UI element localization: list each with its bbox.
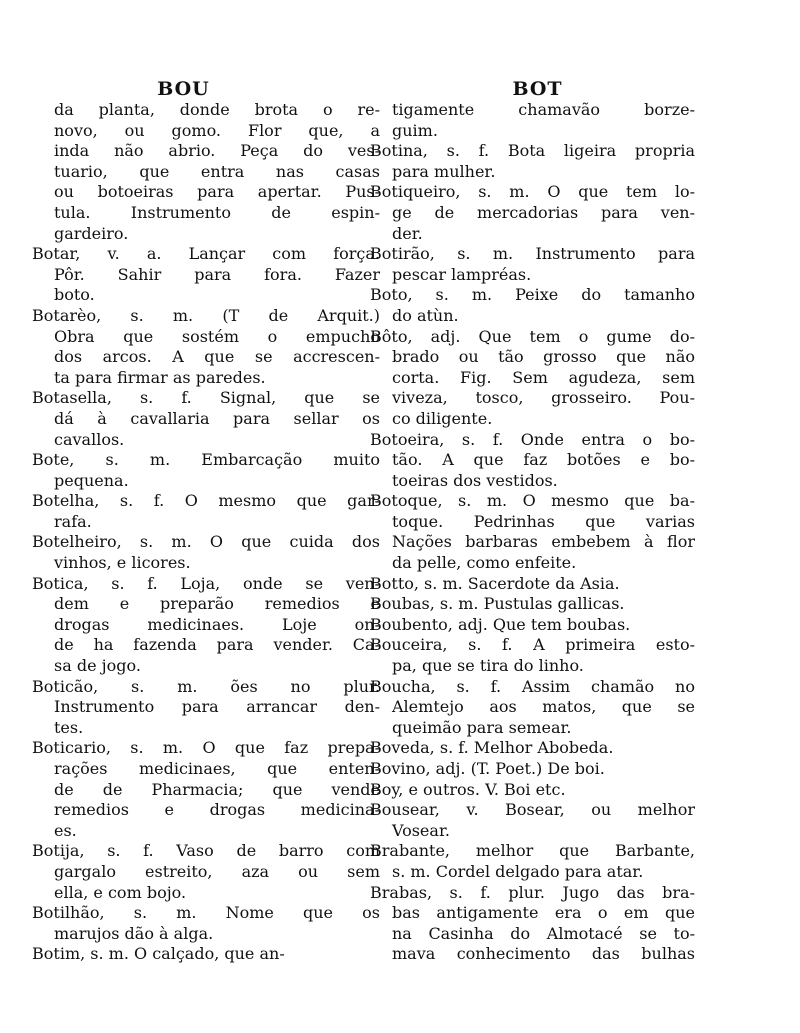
text-line: Botirão, s. m. Instrumento para [370, 244, 695, 264]
text-line: dá à cavallaria para sellar os [54, 408, 380, 428]
text-line: vinhos, e licores. [54, 553, 191, 573]
text-line: novo, ou gomo. Flor que, a [54, 120, 380, 140]
text-line: Brabas, s. f. plur. Jugo das bra- [370, 882, 695, 902]
text-line: Botiqueiro, s. m. O que tem lo- [370, 182, 695, 202]
text-line: pescar lampréas. [392, 264, 532, 284]
text-line: co diligente. [392, 408, 493, 428]
text-line: Bote, s. m. Embarcação muito [32, 450, 380, 470]
text-line: ou botoeiras para apertar. Pus- [54, 182, 380, 202]
text-line: Botoque, s. m. O mesmo que ba- [370, 491, 695, 511]
text-line: tão. A que faz botões e bo- [392, 450, 695, 470]
text-line: Botoeira, s. f. Onde entra o bo- [370, 429, 695, 449]
text-line: drogas medicinaes. Loje on- [54, 614, 380, 634]
text-line: Boticão, s. m. ões no plur. [32, 676, 380, 696]
text-line: Vosear. [392, 820, 450, 840]
text-line: Botarèo, s. m. (T de Arquit.) [32, 305, 380, 325]
text-line: queimão para semear. [392, 717, 572, 737]
text-line: Brabante, melhor que Barbante, [370, 841, 695, 861]
text-line: mava conhecimento das bulhas [392, 944, 695, 964]
text-line: Nações barbaras embebem à flor [392, 532, 695, 552]
left-column-lines [32, 100, 380, 965]
text-line: remedios e drogas medicina- [54, 800, 380, 820]
text-line: Botica, s. f. Loja, onde se ven- [32, 573, 380, 593]
text-line: Botina, s. f. Bota ligeira propria [370, 141, 695, 161]
text-line: para mulher. [392, 161, 496, 181]
text-line: Obra que sostém o empucho [54, 326, 380, 346]
text-line: corta. Fig. Sem agudeza, sem [392, 367, 695, 387]
text-line: Botelha, s. f. O mesmo que gar- [32, 491, 380, 511]
text-line: bas antigamente era o em que [392, 903, 695, 923]
text-line: Boto, s. m. Peixe do tamanho [370, 285, 695, 305]
text-line: gargalo estreito, aza ou sem [54, 861, 380, 881]
text-line: Boticario, s. m. O que faz prepa- [32, 738, 380, 758]
right-running-header: BOT [512, 78, 563, 100]
text-line: ge de mercadorias para ven- [392, 202, 695, 222]
text-line: Alemtejo aos matos, que se [392, 697, 695, 717]
text-line: na Casinha do Almotacé se to- [392, 923, 695, 943]
text-line: dos arcos. A que se accrescen- [54, 347, 380, 367]
text-line: Boubento, adj. Que tem boubas. [370, 614, 631, 634]
text-line: inda não abrio. Peça do ves- [54, 141, 380, 161]
text-line: sa de jogo. [54, 656, 141, 676]
text-line: guim. [392, 120, 438, 140]
left-running-header: BOU [157, 78, 210, 100]
text-line: rafa. [54, 511, 92, 531]
text-line: de de Pharmacia; que vende [54, 779, 380, 799]
text-line: Botilhão, s. m. Nome que os [32, 903, 380, 923]
text-line: Bôto, adj. Que tem o gume do- [370, 326, 695, 346]
text-line: Instrumento para arrancar den- [54, 697, 380, 717]
text-line: pa, que se tira do linho. [392, 656, 584, 676]
text-line: Bousear, v. Bosear, ou melhor [370, 800, 695, 820]
text-line: Bouceira, s. f. A primeira esto- [370, 635, 695, 655]
text-line: toeiras dos vestidos. [392, 470, 558, 490]
text-line: Boveda, s. f. Melhor Abobeda. [370, 738, 614, 758]
text-line: gardeiro. [54, 223, 129, 243]
text-line: Botim, s. m. O calçado, que an- [32, 944, 285, 964]
text-line: Botar, v. a. Lançar com força. [32, 244, 380, 264]
text-line: dem e preparão remedios e [54, 594, 380, 614]
right-column-lines [370, 100, 695, 965]
text-line: tigamente chamavão borze- [392, 100, 695, 119]
text-line: tes. [54, 717, 84, 737]
text-line: de ha fazenda para vender. Ca- [54, 635, 380, 655]
text-line: ta para firmar as paredes. [54, 367, 266, 387]
text-line: marujos dão à alga. [54, 923, 214, 943]
text-line: es. [54, 820, 77, 840]
text-line: do atùn. [392, 305, 459, 325]
text-line: da planta, donde brota o re- [54, 100, 380, 119]
text-line: der. [392, 223, 423, 243]
text-line: viveza, tosco, grosseiro. Pou- [392, 388, 695, 408]
text-line: Botto, s. m. Sacerdote da Asia. [370, 573, 620, 593]
text-line: tuario, que entra nas casas [54, 161, 380, 181]
text-line: rações medicinaes, que enten- [54, 759, 380, 778]
text-line: pequena. [54, 470, 129, 490]
text-line: Boubas, s. m. Pustulas gallicas. [370, 594, 625, 614]
text-line: da pelle, como enfeite. [392, 553, 577, 573]
text-line: s. m. Cordel delgado para atar. [392, 861, 644, 881]
text-line: tula. Instrumento de espin- [54, 202, 380, 222]
text-line: Botasella, s. f. Signal, que se [32, 388, 380, 408]
text-line: Boy, e outros. V. Boi etc. [370, 779, 566, 799]
text-line: Boucha, s. f. Assim chamão no [370, 676, 695, 696]
text-line: brado ou tão grosso que não [392, 347, 695, 367]
text-line: Botija, s. f. Vaso de barro com [32, 841, 380, 861]
text-line: cavallos. [54, 429, 125, 449]
text-line: Botelheiro, s. m. O que cuida dos [32, 532, 380, 552]
text-line: ella, e com bojo. [54, 882, 187, 902]
text-line: boto. [54, 285, 95, 305]
text-line: toque. Pedrinhas que varias [392, 511, 695, 531]
text-line: Bovino, adj. (T. Poet.) De boi. [370, 759, 605, 778]
right-column [370, 78, 695, 965]
left-column [32, 78, 380, 965]
text-line: Pôr. Sahir para fora. Fazer [54, 264, 380, 284]
